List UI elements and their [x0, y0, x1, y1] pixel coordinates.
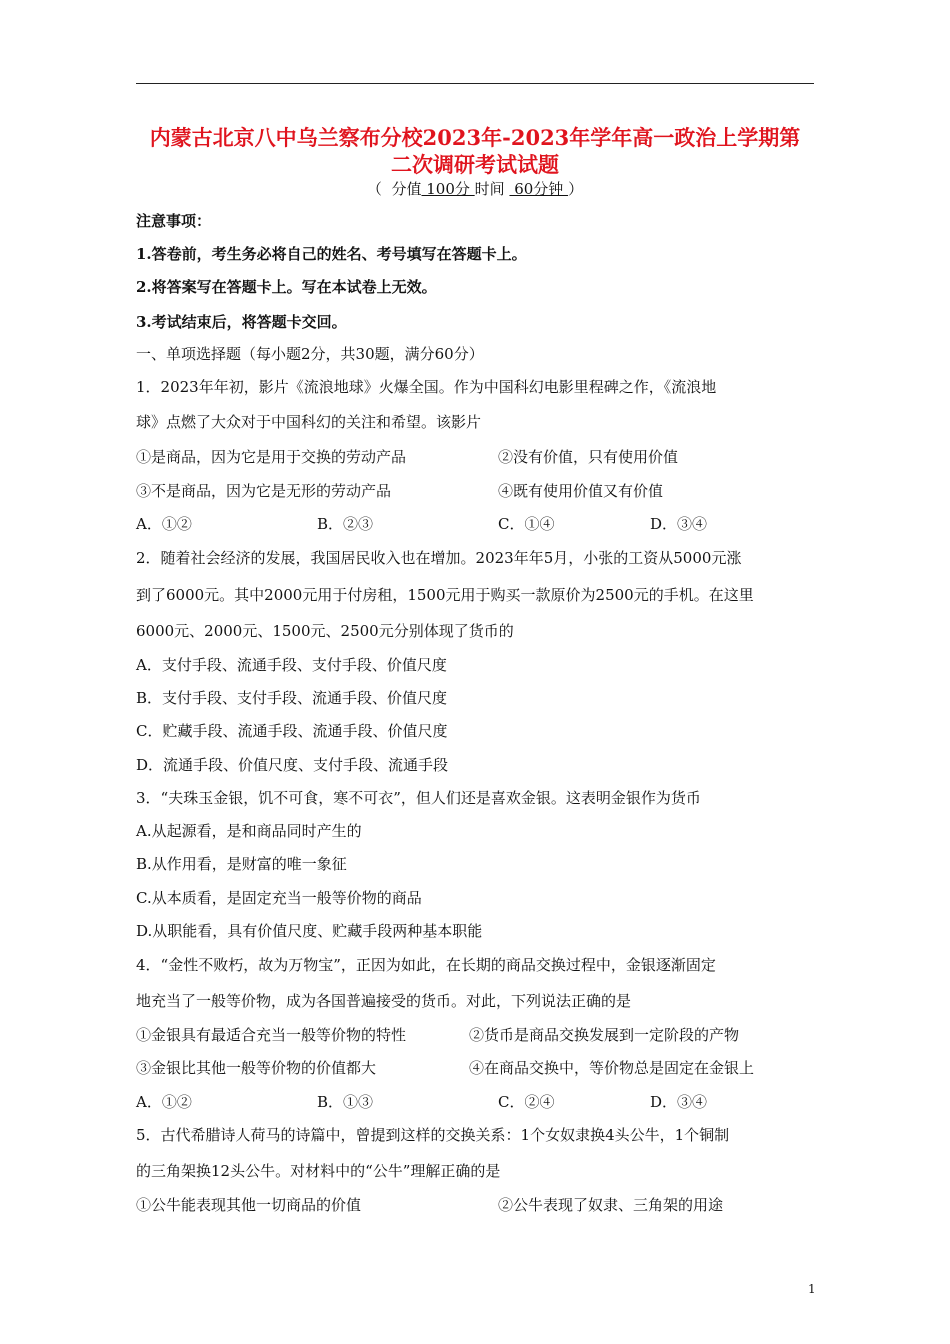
q4-option-1: ①金银具有最适合充当一般等价物的特性: [136, 1026, 407, 1044]
q5-option-1: ①公牛能表现其他一切商品的价值: [136, 1196, 362, 1214]
q4-choice-d: D．③④: [650, 1093, 708, 1111]
q4-choice-b: B．①③: [317, 1093, 374, 1111]
q4-option-4: ④在商品交换中，等价物总是固定在金银上: [469, 1059, 755, 1077]
q5-stem-line2: 的三角架换12头公牛。对材料中的“公牛”理解正确的是: [136, 1162, 501, 1180]
q2-stem-line2: 到了6000元。其中2000元用于付房租，1500元用于购买一款原价为2500元的手机。在这里: [136, 586, 754, 604]
q3-choice-c: C.从本质看，是固定充当一般等价物的商品: [136, 889, 422, 907]
page-number: 1: [808, 1282, 816, 1296]
q4-option-2: ②货币是商品交换发展到一定阶段的产物: [469, 1026, 740, 1044]
header-rule: [136, 83, 814, 84]
time-value: 60分钟: [509, 180, 569, 198]
q1-stem-line1: 1．2023年年初，影片《流浪地球》火爆全国。作为中国科幻电影里程碑之作，《流浪地: [136, 378, 717, 396]
score-time-info: [136, 178, 814, 199]
time-label: 时间: [474, 180, 505, 198]
note-3: 3.考试结束后，将答题卡交回。: [136, 313, 347, 331]
q4-stem-line1: 4．“金性不败朽，故为万物宝”，正因为如此，在长期的商品交换过程中，金银逐渐固定: [136, 956, 716, 974]
q3-stem: 3．“夫珠玉金银，饥不可食，寒不可衣”，但人们还是喜欢金银。这表明金银作为货币: [136, 789, 701, 807]
q2-choice-a: A．支付手段、流通手段、支付手段、价值尺度: [136, 656, 447, 674]
q1-choice-c: C．①④: [498, 515, 555, 533]
exam-title-line1: 内蒙古北京八中乌兰察布分校2023年-2023年学年高一政治上学期第: [149, 125, 801, 150]
notes-heading: 注意事项：: [136, 212, 212, 230]
q1-option-3: ③不是商品，因为它是无形的劳动产品: [136, 482, 392, 500]
q5-stem-line1: 5．古代希腊诗人荷马的诗篇中，曾提到这样的交换关系：1个女奴隶换4头公牛，1个铜制: [136, 1126, 730, 1144]
section-heading: 一、单项选择题（每小题2分，共30题，满分60分）: [136, 345, 484, 363]
q2-stem-line3: 6000元、2000元、1500元、2500元分别体现了货币的: [136, 622, 514, 640]
q2-choice-c: C．贮藏手段、流通手段、流通手段、价值尺度: [136, 722, 448, 740]
q4-choice-a: A．①②: [136, 1093, 192, 1111]
paren-close: ）: [568, 180, 584, 198]
q1-option-1: ①是商品，因为它是用于交换的劳动产品: [136, 448, 407, 466]
q3-choice-b: B.从作用看，是财富的唯一象征: [136, 855, 347, 873]
q1-option-4: ④既有使用价值又有价值: [498, 482, 664, 500]
paren-open: （: [366, 180, 382, 198]
note-1: 1.答卷前，考生务必将自己的姓名、考号填写在答题卡上。: [136, 245, 527, 263]
q5-option-2: ②公牛表现了奴隶、三角架的用途: [498, 1196, 724, 1214]
q1-stem-line2: 球》点燃了大众对于中国科幻的关注和希望。该影片: [136, 413, 482, 431]
q1-option-2: ②没有价值，只有使用价值: [498, 448, 679, 466]
q2-choice-b: B．支付手段、支付手段、流通手段、价值尺度: [136, 689, 448, 707]
note-2: 2.将答案写在答题卡上。写在本试卷上无效。: [136, 278, 437, 296]
score-label: 分值: [391, 180, 422, 198]
exam-title-line2: 二次调研考试试题: [391, 152, 559, 177]
q4-choice-c: C．②④: [498, 1093, 555, 1111]
q2-choice-d: D．流通手段、价值尺度、支付手段、流通手段: [136, 756, 449, 774]
q3-choice-d: D.从职能看，具有价值尺度、贮藏手段两种基本职能: [136, 922, 483, 940]
score-value: 100分: [421, 180, 475, 198]
q3-choice-a: A.从起源看，是和商品同时产生的: [136, 822, 362, 840]
q1-choice-a: A．①②: [136, 515, 192, 533]
q4-stem-line2: 地充当了一般等价物，成为各国普遍接受的货币。对此，下列说法正确的是: [136, 992, 632, 1010]
q1-choice-d: D．③④: [650, 515, 708, 533]
q1-choice-b: B．②③: [317, 515, 374, 533]
q2-stem-line1: 2．随着社会经济的发展，我国居民收入也在增加。2023年年5月，小张的工资从5000元涨: [136, 549, 742, 567]
q4-option-3: ③金银比其他一般等价物的价值都大: [136, 1059, 377, 1077]
